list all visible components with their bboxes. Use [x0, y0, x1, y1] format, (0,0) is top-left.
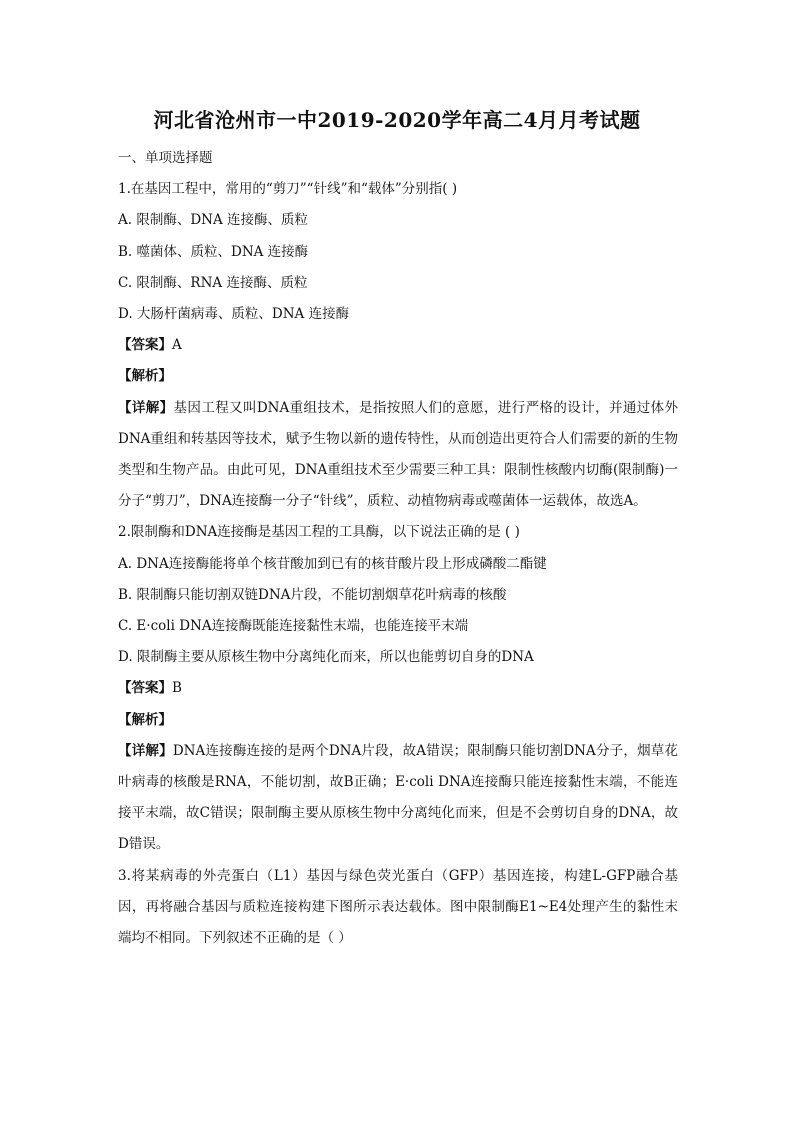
question-1-option-b: B. 噬菌体、质粒、DNA 连接酶	[118, 243, 309, 260]
question-2-detail	[118, 736, 678, 861]
question-2-analysis-label: 【解析】	[118, 711, 172, 728]
question-2-option-c: C. E·coli DNA连接酶既能连接黏性末端，也能连接平末端	[118, 618, 469, 635]
question-1-stem: 1.在基因工程中，常用的“剪刀”“针线”和“载体”分别指( )	[118, 181, 458, 198]
question-1-answer	[118, 330, 678, 361]
question-2-answer	[118, 673, 678, 704]
question-1-detail	[118, 393, 678, 518]
detail-label: 【详解】	[118, 399, 174, 416]
section-heading: 一、单项选择题	[118, 150, 213, 166]
answer-label: 【答案】	[118, 337, 172, 354]
question-2-option-a: A. DNA连接酶能将单个核苷酸加到已有的核苷酸片段上形成磷酸二酯键	[118, 555, 547, 572]
detail-text: 基因工程又叫DNA重组技术，是指按照人们的意愿，进行严格的设计，并通过体外DNA重组和转基因等技术，赋予生物以新的遗传特性，从而创造出更符合人们需要的新的生物类型和生物产品。由此可见，DNA重组技术至少需要三种工具：限制性核酸内切酶(限制酶)一分子“剪刀”，DNA连接酶一分子“针线”，质粒、动植物病毒或噬菌体一运载体，故选A。	[118, 399, 679, 510]
question-1-option-d: D. 大肠杆菌病毒、质粒、DNA 连接酶	[118, 306, 350, 323]
question-1-analysis-label: 【解析】	[118, 368, 172, 385]
question-1-option-c: C. 限制酶、RNA 连接酶、质粒	[118, 274, 308, 291]
detail-label: 【详解】	[118, 742, 173, 759]
question-2-option-d: D. 限制酶主要从原核生物中分离纯化而来，所以也能剪切自身的DNA	[118, 649, 534, 666]
answer-label: 【答案】	[118, 680, 172, 697]
document-body	[118, 143, 678, 954]
question-1-option-a: A. 限制酶、DNA 连接酶、质粒	[118, 212, 309, 229]
question-2-stem: 2.限制酶和DNA连接酶是基因工程的工具酶，以下说法正确的是 ( )	[118, 524, 520, 541]
question-3-stem: 3.将某病毒的外壳蛋白（L1）基因与绿色荧光蛋白（GFP）基因连接，构建L-GFP融合基因，再将融合基因与质粒连接构建下图所示表达载体。图中限制酶E1~E4处理产生的黏性末端均不相同。下列叙述不正确的是（ ）	[118, 867, 678, 947]
question-2-option-b: B. 限制酶只能切割双链DNA片段，不能切割烟草花叶病毒的核酸	[118, 586, 507, 603]
detail-text: DNA连接酶连接的是两个DNA片段，故A错误；限制酶只能切割DNA分子，烟草花叶病毒的核酸是RNA，不能切割，故B正确；E·coli DNA连接酶只能连接黏性末端，不能连接平末端，故C错误；限制酶主要从原核生物中分离纯化而来，但是不会剪切自身的DNA，故D错误。	[118, 742, 678, 853]
answer-value: A	[172, 337, 182, 354]
page-title: 河北省沧州市一中2019-2020学年高二4月月考试题	[153, 108, 641, 132]
answer-value: B	[172, 680, 182, 697]
